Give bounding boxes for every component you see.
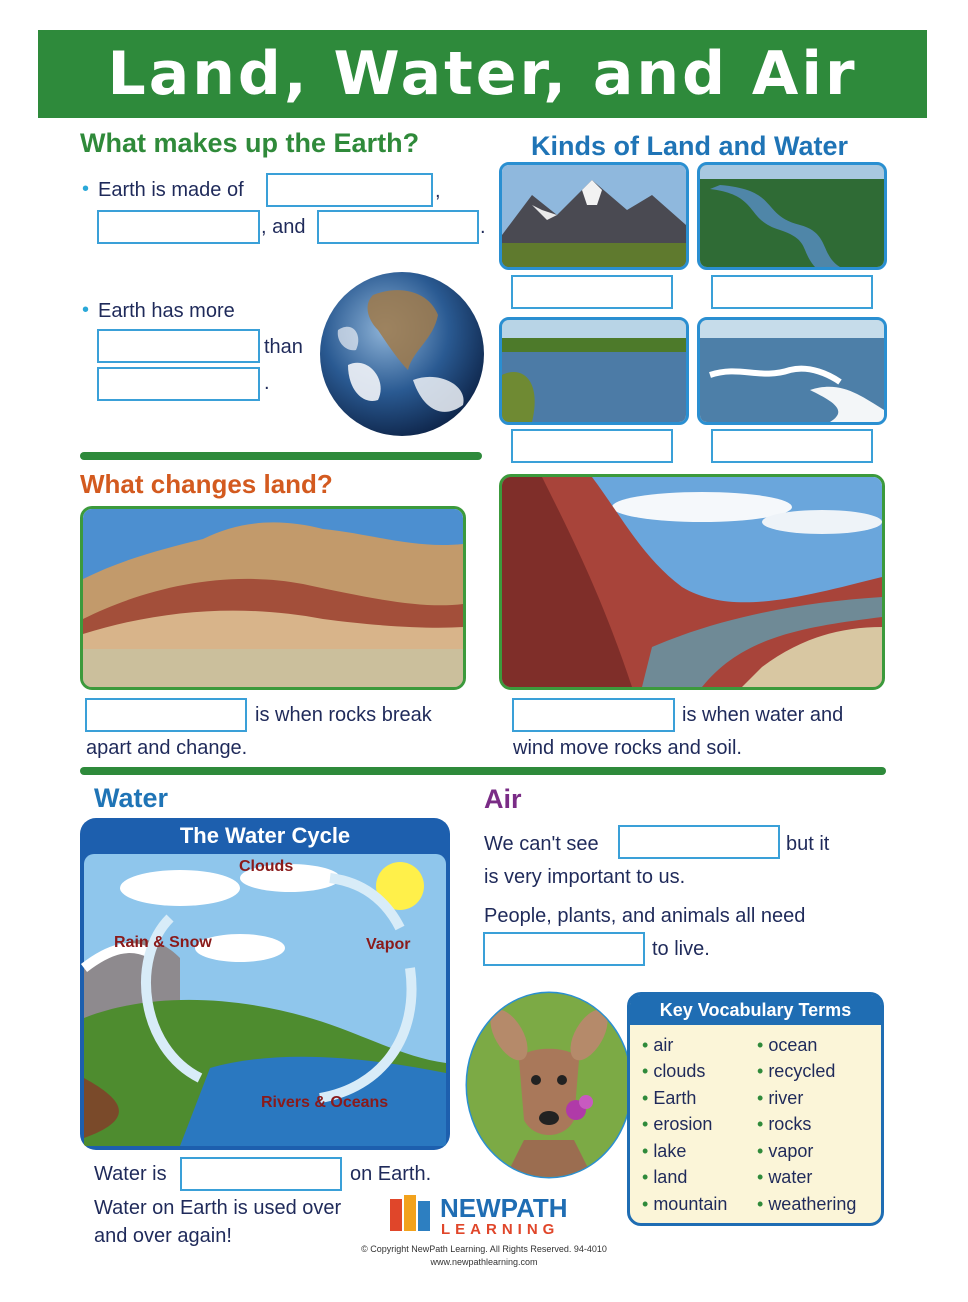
water-is-blank[interactable] [180, 1157, 342, 1191]
copyright-text: © Copyright NewPath Learning. All Rights Reserved. 94-4010 [361, 1244, 607, 1254]
earth-made-of-text: Earth is made of [98, 179, 244, 201]
than-text: than [264, 336, 303, 358]
erosion-canyon-photo [499, 474, 885, 690]
water-used-line2: and over again! [94, 1225, 232, 1247]
vocab-item: • ocean [757, 1035, 818, 1055]
lake-photo [499, 317, 689, 425]
vocab-item: • lake [642, 1141, 687, 1161]
kinds-heading: Kinds of Land and Water [531, 131, 848, 161]
air-blank-2[interactable] [483, 932, 645, 966]
erosion-blank[interactable] [512, 698, 675, 732]
vocab-item: • erosion [642, 1114, 713, 1134]
vocab-item: • recycled [757, 1061, 836, 1081]
weathering-photo [80, 506, 466, 690]
water-is-text: Water is [94, 1163, 167, 1185]
section-divider [80, 767, 886, 775]
water-cycle-title: The Water Cycle [179, 823, 351, 848]
ocean-label-blank[interactable] [711, 429, 873, 463]
brand-name: NEWPATH [440, 1193, 568, 1223]
weathering-line1: is when rocks break [255, 704, 432, 726]
rivers-oceans-label: Rivers & Oceans [261, 1094, 389, 1111]
earth-made-of-blank-1[interactable] [266, 173, 433, 207]
brand-subtitle: LEARNING [441, 1221, 560, 1238]
vocab-item: • river [757, 1088, 804, 1108]
water-heading: Water [94, 783, 169, 813]
air-heading: Air [484, 784, 522, 814]
air-blank-1[interactable] [618, 825, 780, 859]
deer-photo [464, 990, 634, 1180]
earth-has-more-blank-2[interactable] [97, 367, 260, 401]
mountain-label-blank[interactable] [511, 275, 673, 309]
ocean-photo [697, 317, 887, 425]
earth-globe-image [318, 270, 486, 438]
weathering-line2: apart and change. [86, 737, 248, 759]
earth-heading: What makes up the Earth? [80, 128, 420, 158]
erosion-line1: is when water and [682, 704, 844, 726]
weathering-blank[interactable] [85, 698, 247, 732]
air-line1-post: but it [786, 833, 830, 855]
vocab-item: • clouds [642, 1061, 706, 1081]
bullet-dot: • [82, 178, 90, 200]
period-text-2: . [264, 372, 270, 394]
air-line4-post: to live. [652, 938, 710, 960]
earth-has-more-text: Earth has more [98, 300, 235, 322]
vocab-item: • vapor [757, 1141, 814, 1161]
mountain-photo [499, 162, 689, 270]
rain-snow-label: Rain & Snow [114, 934, 212, 951]
vocabulary-heading: Key Vocabulary Terms [630, 995, 881, 1025]
section-divider [80, 452, 482, 460]
vocab-item: • weathering [757, 1194, 857, 1214]
clouds-label: Clouds [239, 858, 294, 875]
vocab-item: • rocks [757, 1114, 812, 1134]
lake-label-blank[interactable] [511, 429, 673, 463]
vocab-item: • Earth [642, 1088, 697, 1108]
air-line2: is very important to us. [484, 866, 686, 888]
river-label-blank[interactable] [711, 275, 873, 309]
vocab-item: • land [642, 1167, 688, 1187]
comma-text: , [435, 180, 441, 202]
bullet-dot: • [82, 299, 90, 321]
earth-made-of-blank-2[interactable] [97, 210, 260, 244]
on-earth-text: on Earth. [350, 1163, 432, 1185]
air-line3: People, plants, and animals all need [484, 905, 806, 927]
vocab-item: • air [642, 1035, 674, 1055]
period-text: . [480, 216, 486, 238]
changes-heading: What changes land? [80, 469, 333, 499]
vocabulary-box [627, 992, 884, 1226]
earth-made-of-blank-3[interactable] [317, 210, 479, 244]
and-text: , and [261, 216, 306, 238]
erosion-line2: wind move rocks and soil. [513, 737, 742, 759]
newpath-logo-icon [388, 1193, 434, 1235]
vocab-item: • mountain [642, 1194, 728, 1214]
earth-has-more-blank-1[interactable] [97, 329, 260, 363]
vocab-item: • water [757, 1167, 813, 1187]
water-used-line1: Water on Earth is used over [94, 1197, 342, 1219]
river-photo [697, 162, 887, 270]
vapor-label: Vapor [366, 936, 411, 953]
page-title: Land, Water, and Air [107, 39, 858, 109]
website-url: www.newpathlearning.com [430, 1257, 538, 1267]
air-line1-pre: We can't see [484, 833, 599, 855]
